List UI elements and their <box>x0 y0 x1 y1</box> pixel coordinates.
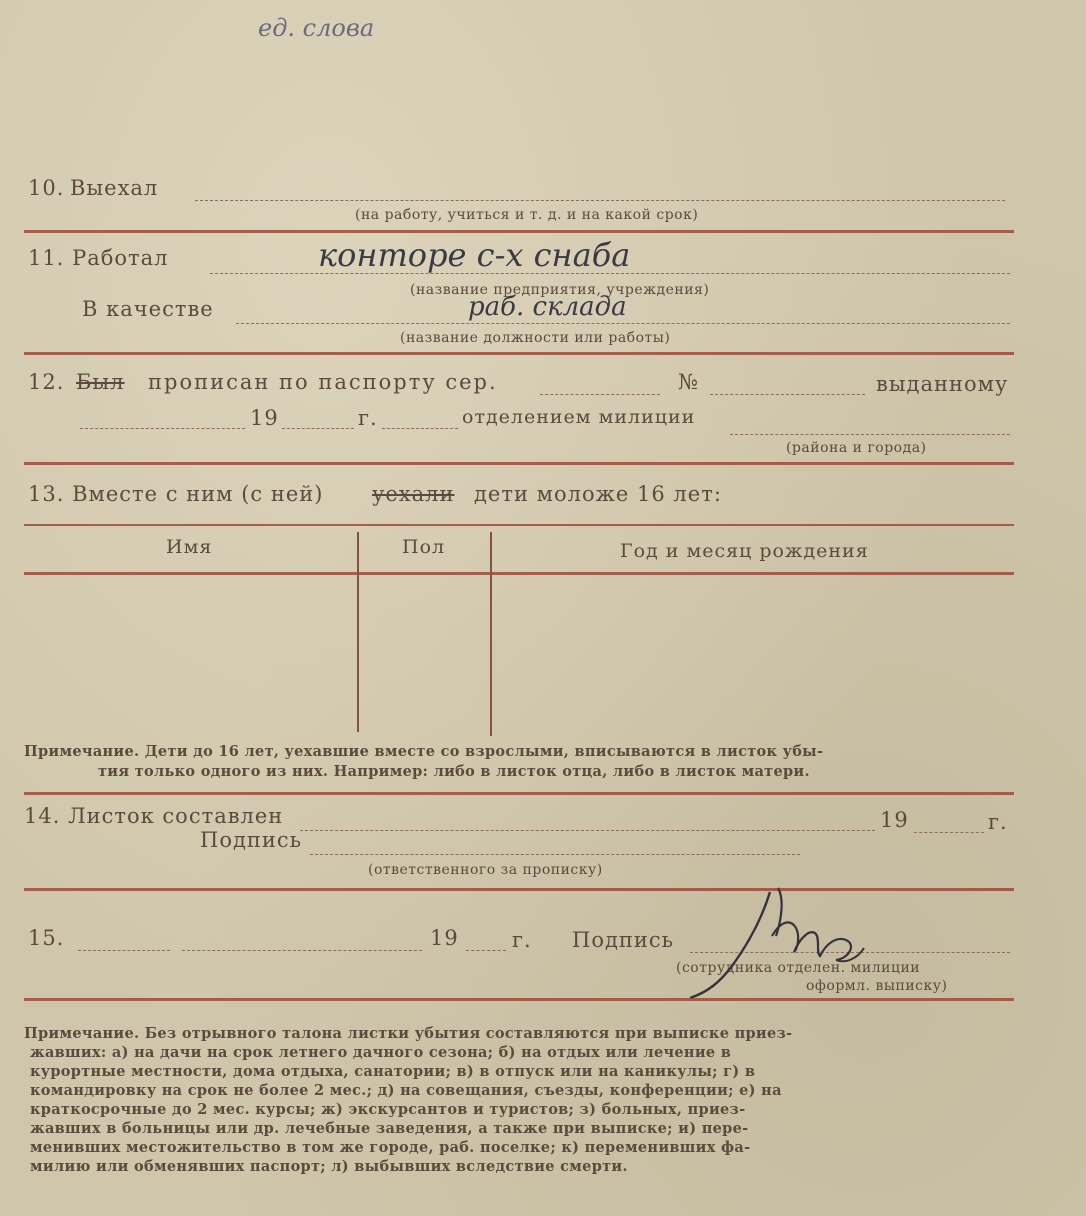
compiled-year-suffix: г. <box>988 810 1008 834</box>
section-14-sign-label: Подпись <box>200 828 303 852</box>
section-13-note-line-2: тия только одного из них. Например: либо в листок отца, либо в листок матери. <box>98 763 810 780</box>
issue-blank-field[interactable] <box>382 428 458 429</box>
section-13-rule <box>24 792 1014 795</box>
handwritten-position: раб. склада <box>468 292 627 322</box>
position-label: В качестве <box>82 297 214 321</box>
exit-month-field[interactable] <box>182 950 422 951</box>
section-12-rule <box>24 462 1014 465</box>
footer-note-line: Примечание. Без отрывного талона листки убытия составляются при выписке приез- <box>24 1025 793 1042</box>
section-12-struck-word: Был <box>76 370 125 394</box>
section-10-rule <box>24 230 1014 233</box>
issue-year-field[interactable] <box>282 428 354 429</box>
footer-note-line: жавших: а) на дачи на срок летнего дачного сезона; б) на отдых или лечение в <box>30 1044 732 1061</box>
section-15-rule <box>24 998 1014 1001</box>
section-15-caption-2: оформл. выписку) <box>806 978 948 994</box>
section-13-prefix: 13. Вместе с ним (с ней) <box>28 482 324 506</box>
footer-note <box>24 1024 1014 1176</box>
passport-series-field[interactable] <box>540 394 660 395</box>
issue-year-prefix: 19 <box>250 406 279 430</box>
footer-note-line: краткосрочные до 2 мес. курсы; ж) экскурсантов и туристов; з) больных, приез- <box>30 1101 746 1118</box>
section-15-sign-label: Подпись <box>572 928 675 952</box>
exit-year-field[interactable] <box>466 950 506 951</box>
footer-note-line: курортные местности, дома отдыха, санатории; в) в отпуск или на каникулы; г) в <box>30 1063 756 1080</box>
passport-number-sign: № <box>678 370 699 394</box>
compiled-year-field[interactable] <box>914 832 984 833</box>
footer-note-line: жавших в больницы или др. лечебные заведения, а также при выписке; и) пере- <box>30 1120 749 1137</box>
handwritten-work-place: конторе с-х снаба <box>318 236 631 274</box>
children-table-top-rule <box>24 524 1014 526</box>
section-11-org-caption: (название предприятия, учреждения) <box>410 282 710 298</box>
section-11-position-caption: (название должности или работы) <box>400 330 671 346</box>
section-15-caption-1: (сотрудника отделен. милиции <box>676 960 921 976</box>
section-12-text: прописан по паспорту сер. <box>148 370 498 394</box>
section-12-caption: (района и города) <box>786 440 927 456</box>
section-15-number: 15. <box>28 926 65 950</box>
section-12-number: 12. <box>28 370 65 394</box>
section-10-label: Выехал <box>70 176 159 200</box>
section-10-field[interactable] <box>195 200 1005 201</box>
section-13-suffix: дети моложе 16 лет: <box>474 482 722 506</box>
issue-year-suffix: г. <box>358 406 378 430</box>
issued-label: выданному <box>876 372 1009 396</box>
section-11-label: 11. Работал <box>28 246 169 270</box>
issue-date-field[interactable] <box>80 428 245 429</box>
section-13-struck-word: уехали <box>372 482 455 506</box>
compiled-date-field[interactable] <box>300 830 875 831</box>
passport-number-field[interactable] <box>710 394 865 395</box>
column-header-birth: Год и месяц рождения <box>620 540 869 562</box>
footer-note-line: командировку на срок не более 2 мес.; д) на совещания, съезды, конференции; е) на <box>30 1082 782 1099</box>
column-header-name: Имя <box>166 536 213 558</box>
section-10-number: 10. <box>28 176 65 200</box>
column-header-sex: Пол <box>402 536 446 558</box>
exit-day-field[interactable] <box>78 950 170 951</box>
section-14-caption: (ответственного за прописку) <box>368 862 603 878</box>
officer-signature <box>650 878 880 1008</box>
exit-year-suffix: г. <box>512 928 532 952</box>
section-11-rule <box>24 352 1014 355</box>
exit-year-prefix: 19 <box>430 926 459 950</box>
handwritten-top-note: ед. слова <box>258 14 375 42</box>
compiled-year-prefix: 19 <box>880 808 909 832</box>
police-dept-field[interactable] <box>730 434 1010 435</box>
position-field[interactable] <box>236 323 1010 324</box>
children-table-body[interactable] <box>24 575 1014 735</box>
responsible-signature-field[interactable] <box>310 854 800 855</box>
footer-note-line: милию или обменявших паспорт; л) выбывших вследствие смерти. <box>30 1158 628 1175</box>
section-13-note-line-1: Примечание. Дети до 16 лет, уехавшие вместе со взрослыми, вписываются в листок убы- <box>24 743 824 760</box>
police-dept-label: отделением милиции <box>462 406 696 428</box>
footer-note-line: менивших местожительство в том же городе, раб. поселке; к) переменивших фа- <box>30 1139 751 1156</box>
section-14-label: 14. Листок составлен <box>24 804 284 828</box>
section-10-caption: (на работу, учиться и т. д. и на какой срок) <box>355 207 699 223</box>
